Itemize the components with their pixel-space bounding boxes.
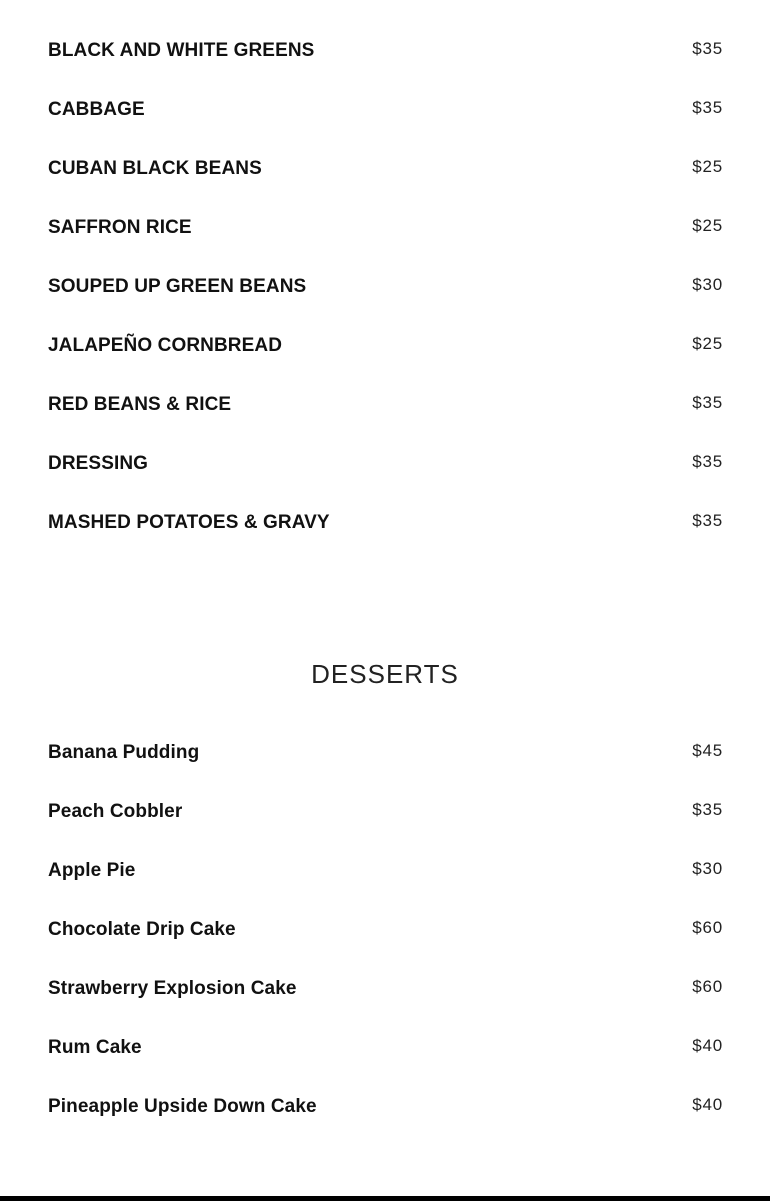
item-price: $30 [692, 859, 723, 878]
item-price: $35 [692, 393, 723, 412]
menu-item [48, 800, 723, 830]
item-name: Chocolate Drip Cake [48, 919, 236, 940]
menu-item [48, 334, 723, 364]
item-price: $35 [692, 452, 723, 471]
item-price: $45 [692, 741, 723, 760]
item-price: $60 [692, 977, 723, 996]
item-price: $30 [692, 275, 723, 294]
menu-item [48, 1036, 723, 1066]
menu-item [48, 977, 723, 1007]
menu-item [48, 393, 723, 423]
item-price: $60 [692, 918, 723, 937]
item-price: $35 [692, 800, 723, 819]
menu-item [48, 39, 723, 69]
item-name: Pineapple Upside Down Cake [48, 1096, 317, 1117]
menu-item [48, 275, 723, 305]
item-price: $40 [692, 1095, 723, 1114]
menu-item [48, 918, 723, 948]
item-name: Banana Pudding [48, 742, 200, 763]
menu-item [48, 511, 723, 541]
item-name: SOUPED UP GREEN BEANS [48, 276, 307, 297]
menu-item [48, 452, 723, 482]
item-price: $25 [692, 216, 723, 235]
item-name: CABBAGE [48, 99, 145, 120]
item-name: Rum Cake [48, 1037, 142, 1058]
menu-item-partial [48, 0, 723, 12]
item-name: Strawberry Explosion Cake [48, 978, 297, 999]
item-name: CUBAN BLACK BEANS [48, 158, 262, 179]
item-name: RED BEANS & RICE [48, 394, 232, 415]
item-name: Peach Cobbler [48, 801, 183, 822]
section-title-desserts: DESSERTS [311, 659, 459, 689]
menu-item [48, 98, 723, 128]
item-price: $40 [692, 1036, 723, 1055]
menu-item [48, 157, 723, 187]
item-name: DRESSING [48, 453, 149, 474]
item-price: $35 [692, 39, 723, 58]
item-name: BLACK AND WHITE GREENS [48, 40, 315, 61]
menu-item [48, 859, 723, 889]
menu-item [48, 216, 723, 246]
item-price [692, 0, 723, 4]
item-price: $35 [692, 511, 723, 530]
item-price: $35 [692, 98, 723, 117]
item-price: $25 [692, 334, 723, 353]
item-name: Apple Pie [48, 860, 136, 881]
item-name: MASHED POTATOES & GRAVY [48, 512, 330, 533]
menu-item [48, 1095, 723, 1125]
item-name: SAFFRON RICE [48, 217, 192, 238]
item-name: JALAPEÑO CORNBREAD [48, 335, 283, 356]
menu-item [48, 741, 723, 771]
footer-divider [0, 1196, 770, 1201]
item-price: $25 [692, 157, 723, 176]
